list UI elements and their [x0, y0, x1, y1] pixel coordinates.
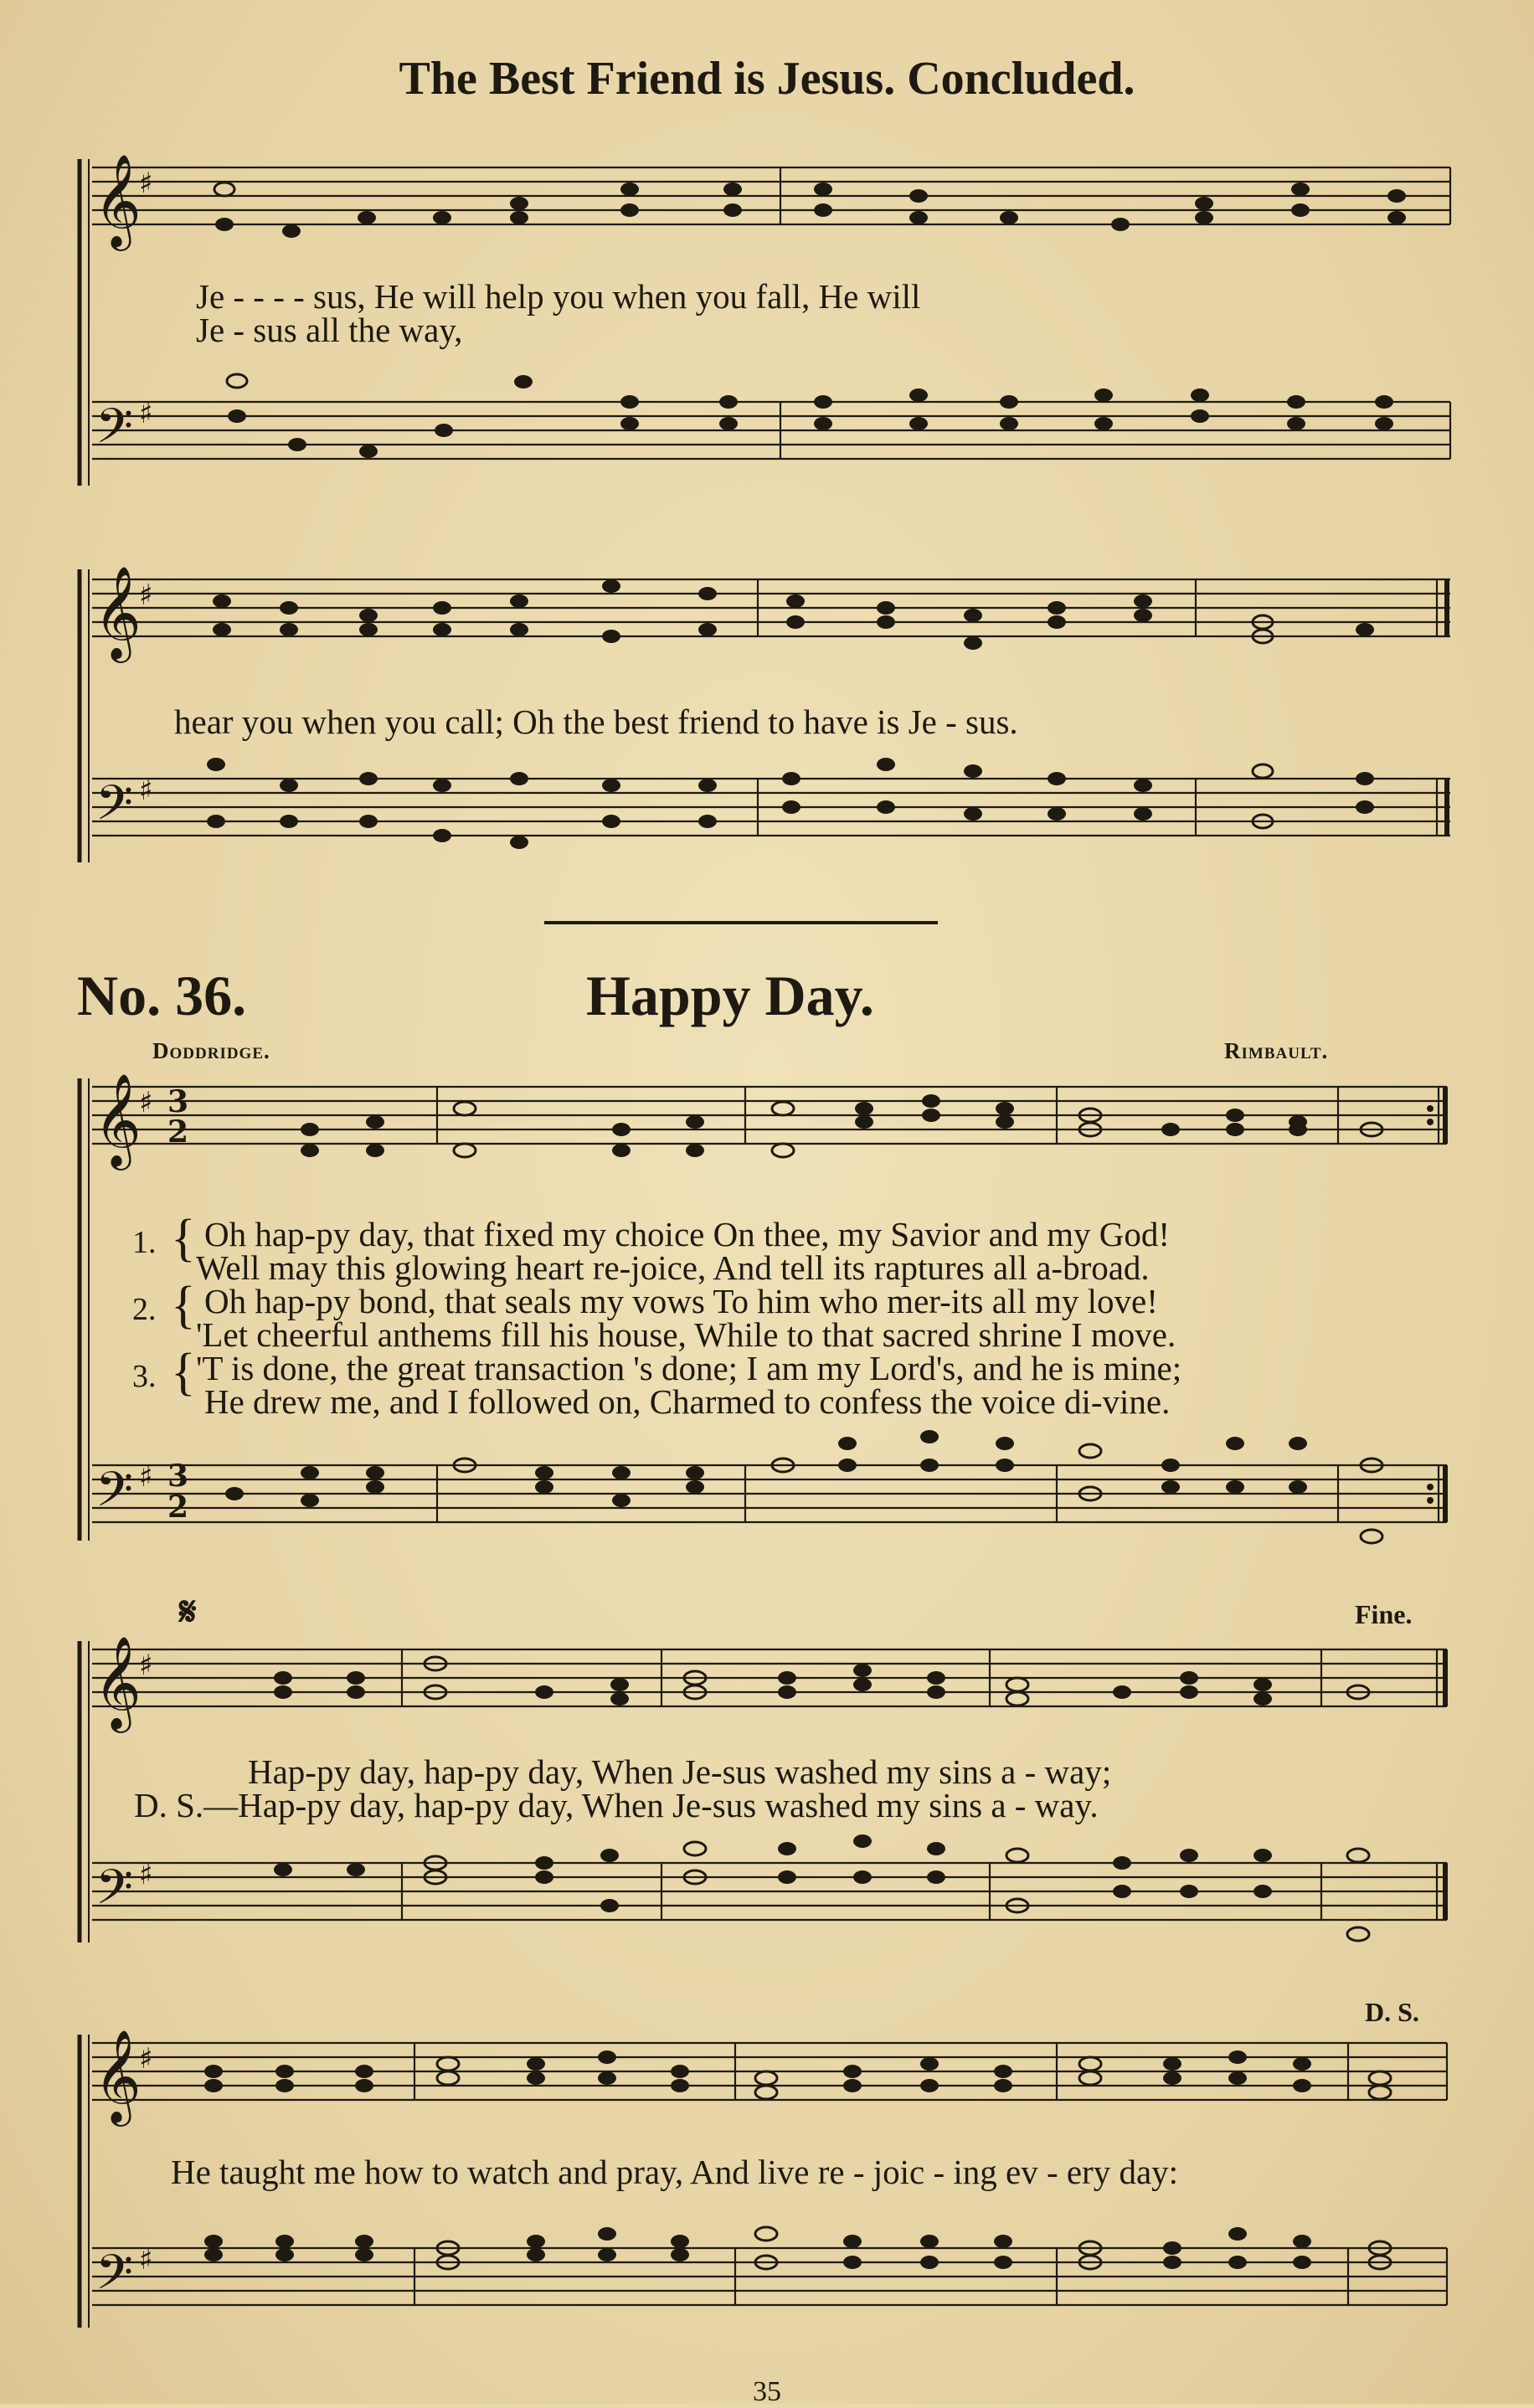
svg-text:𝄢: 𝄢 — [95, 398, 134, 466]
fine-mark: Fine. — [1355, 1599, 1413, 1629]
ds-mark: D. S. — [1365, 1997, 1419, 2027]
svg-text:𝄞: 𝄞 — [94, 565, 142, 659]
verse-2-line-2: 'Let cheerful anthems fill his house, While to that sacred shrine I move. — [196, 1315, 1176, 1354]
svg-text:𝄞: 𝄞 — [94, 1635, 142, 1729]
svg-text:♯: ♯ — [139, 1649, 153, 1682]
verse-2-line-1: Oh hap-py bond, that seals my vows To him who mer-its all my love! — [204, 1282, 1158, 1320]
verse-3-line-2: He drew me, and I followed on, Charmed to confess the voice di-vine. — [204, 1382, 1171, 1421]
svg-text:♯: ♯ — [139, 579, 153, 612]
words-credit: Doddridge. — [152, 1038, 270, 1063]
lyrics-line-2: hear you when you call; Oh the best friend to have is Je - sus. — [174, 702, 1018, 741]
svg-text:♯: ♯ — [139, 397, 153, 430]
section-divider — [544, 921, 938, 924]
svg-text:𝄞: 𝄞 — [94, 2029, 142, 2122]
svg-text:3: 3 — [167, 1459, 189, 1494]
final-lyrics-line: He taught me how to watch and pray, And live re - joic - ing ev - ery day: — [171, 2153, 1179, 2191]
segno-icon: 𝄋 — [179, 1590, 197, 1634]
svg-text:♯: ♯ — [139, 1086, 153, 1119]
verse-brace-2: { — [171, 1277, 196, 1334]
hymn-title: Happy Day. — [586, 964, 874, 1027]
svg-text:𝄢: 𝄢 — [95, 2244, 134, 2313]
svg-text:♯: ♯ — [139, 2042, 153, 2076]
lyrics-line-1b: Je - sus all the way, — [196, 311, 463, 349]
svg-text:𝄢: 𝄢 — [95, 1461, 134, 1530]
svg-text:♯: ♯ — [139, 774, 153, 807]
svg-text:𝄢: 𝄢 — [95, 1859, 134, 1927]
verse-brace-3: { — [171, 1344, 196, 1401]
verse-brace-1: { — [171, 1210, 196, 1267]
verse-3-line-1: 'T is done, the great transaction 's done; I am my Lord's, and he is mine; — [196, 1349, 1182, 1387]
verse-number-2: 2. — [132, 1292, 157, 1327]
continued-song-title: The Best Friend is Jesus. Concluded. — [399, 53, 1135, 105]
lyrics-line-1a: Je - - - - sus, He will help you when you fall, He will — [196, 277, 921, 316]
refrain-line-2: D. S.—Hap-py day, hap-py day, When Je-sus washed my sins a - way. — [134, 1786, 1099, 1824]
hymn-number: No. 36. — [77, 964, 247, 1027]
svg-text:♯: ♯ — [139, 2243, 153, 2277]
svg-text:𝄢: 𝄢 — [95, 774, 134, 843]
svg-text:𝄞: 𝄞 — [94, 1073, 142, 1166]
svg-text:2: 2 — [167, 1490, 189, 1525]
svg-text:♯: ♯ — [139, 1460, 153, 1494]
music-system-5 — [0, 2026, 1534, 2361]
svg-text:♯: ♯ — [139, 167, 153, 200]
verse-number-3: 3. — [132, 1359, 157, 1394]
verse-number-1: 1. — [132, 1225, 157, 1260]
verse-1-line-2: Well may this glowing heart re-joice, And tell its raptures all a-broad. — [196, 1248, 1150, 1287]
svg-text:3: 3 — [167, 1084, 189, 1119]
music-credit: Rimbault. — [1224, 1038, 1329, 1063]
refrain-line-1: Hap-py day, hap-py day, When Je-sus washed my sins a - way; — [248, 1752, 1112, 1791]
svg-text:𝄞: 𝄞 — [94, 153, 142, 247]
svg-text:2: 2 — [167, 1114, 189, 1150]
verse-1-line-1: Oh hap-py day, that fixed my choice On thee, my Savior and my God! — [204, 1215, 1171, 1253]
page-number: 35 — [753, 2376, 781, 2407]
svg-text:♯: ♯ — [139, 1858, 153, 1891]
